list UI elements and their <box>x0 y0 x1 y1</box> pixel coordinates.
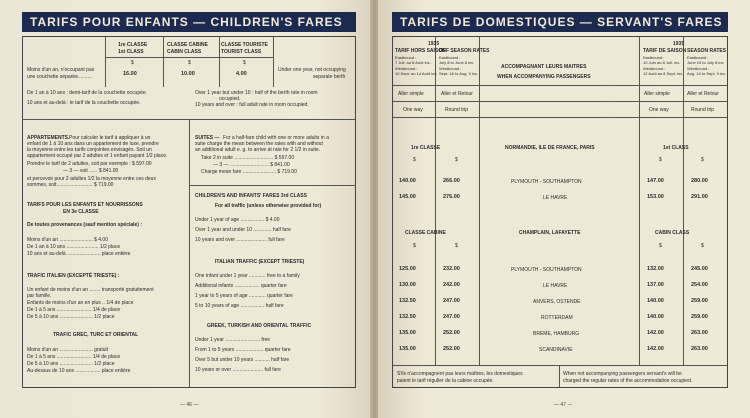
divider <box>559 365 560 387</box>
greek-line: Under 1 year ......................... free <box>195 337 271 343</box>
season-label-en: SEASON RATES <box>687 48 727 54</box>
season-one-way-value: 140.00 <box>647 314 664 320</box>
nourrissons-subtitle: De toutes provenances (sauf mention spéciale) : <box>27 222 143 228</box>
divider <box>393 101 727 102</box>
accompany-en: WHEN ACCOMPANYING PASSENGERS <box>497 74 591 80</box>
date-note: 10 Juin au 8 Juil. inc. <box>643 60 681 65</box>
children-3rd-subtitle: For all traffic (unless otherwise provided for) <box>215 203 322 209</box>
dollar-sign: $ <box>455 157 458 163</box>
italian-line: One infant under 1 year ............ free to a family <box>195 273 300 279</box>
one-way-value: 140.00 <box>399 178 416 184</box>
season-round-trip-value: 254.00 <box>691 282 708 288</box>
italian-title: ITALIAN TRAFFIC (EXCEPT TRIESTE) <box>215 259 305 265</box>
route-name: LE HAVRE <box>543 283 568 289</box>
season-round-trip-value: 259.00 <box>691 298 708 304</box>
appartements-line: Prendre le tarif de 2 adultes, soit par exemple : $ 597.00 <box>27 161 152 167</box>
children-3rd-line: Over 1 year and under 10 ............. half fare <box>195 227 291 233</box>
appartements-line: enfant de 1 à 10 ans dans un appartement de luxe, prendre <box>27 141 159 147</box>
dollar-sign: $ <box>243 60 246 66</box>
children-3rd-title: CHILDREN'S AND INFANTS' FARES 3rd CLASS <box>195 193 307 199</box>
round-trip-label: Round trip <box>445 107 469 113</box>
date-note: 7 Juil. au 8 Août inc. <box>395 60 431 65</box>
date-note: Westbound : <box>439 66 462 71</box>
one-way-label: One way <box>649 107 669 113</box>
year-label: 1935 <box>673 41 685 47</box>
aller-simple-label: Aller simple <box>644 91 670 97</box>
dollar-sign: $ <box>413 157 416 163</box>
divider <box>219 37 220 87</box>
date-note: Westbound : <box>687 66 710 71</box>
italien-line: De 5 à 10 ans ........................ 1/2 place <box>27 314 115 320</box>
italian-line: 1 year to 5 years of age ............ quarter fare <box>195 293 293 299</box>
first-class-label-en: 1st CLASS <box>118 49 144 55</box>
date-note: Eastbound : <box>395 55 417 60</box>
infant-text-en: separate berth <box>313 74 346 80</box>
season-one-way-value: 142.00 <box>647 346 664 352</box>
divider <box>163 37 164 87</box>
divider <box>393 85 727 86</box>
season-one-way-value: 137.00 <box>647 282 664 288</box>
over10-text-en: 10 years and over : full adult rate in room occupied. <box>195 102 309 108</box>
italian-line: Additional infants .................. quarter fare <box>195 283 287 289</box>
italien-line: Un enfant de moins d'un an ........ transporté gratuitement <box>27 287 154 293</box>
tourist-class-label-en: TOURIST CLASS <box>221 49 262 55</box>
appartements-line: — 3 — soit ...... $ 841.00 <box>63 168 119 174</box>
first-class-label: 1re CLASSE <box>411 145 441 151</box>
divider <box>393 365 727 366</box>
champlain-ships-label: CHAMPLAIN, LAFAYETTE <box>519 230 581 236</box>
suites-line: suite charge the mean between the rates with and without <box>195 141 323 147</box>
dollar-sign: $ <box>188 60 191 66</box>
route-name: SCANDINAVIE <box>539 347 573 353</box>
divider <box>190 185 356 186</box>
first-class-label-en: 1st CLASS <box>663 145 689 151</box>
dollar-sign: $ <box>659 157 662 163</box>
normandie-ships-label: NORMANDIE, ILE DE FRANCE, PARIS <box>505 145 595 151</box>
aller-retour-label: Aller et Retour <box>441 91 473 97</box>
center-divider <box>189 119 190 387</box>
childrens-fares-banner: TARIFS POUR ENFANTS — CHILDREN'S FARES <box>22 12 356 32</box>
divider <box>435 37 436 365</box>
nourrissons-title: EN 3e CLASSE <box>63 209 99 215</box>
one-way-value: 145.00 <box>399 194 416 200</box>
infant-text-en: Under one year, not occupying <box>278 67 346 73</box>
divider <box>273 37 274 87</box>
divider <box>105 37 106 87</box>
off-season-label-fr: TARIF HORS SAISON <box>395 48 446 54</box>
route-name: LE HAVRE <box>543 195 568 201</box>
round-trip-value: 232.00 <box>443 266 460 272</box>
page-number: — 46 — <box>180 402 199 408</box>
round-trip-value: 247.00 <box>443 314 460 320</box>
dollar-sign: $ <box>455 243 458 249</box>
route-name: ANVERS, OSTENDE <box>533 299 581 305</box>
season-one-way-value: 147.00 <box>647 178 664 184</box>
cabin-class-label-en: CABIN CLASS <box>655 230 690 236</box>
greek-title: GREEK, TURKISH AND ORIENTAL TRAFFIC <box>207 323 312 329</box>
season-round-trip-value: 291.00 <box>691 194 708 200</box>
dollar-sign: $ <box>659 243 662 249</box>
date-note: July 8 to June 8 inc. <box>439 60 475 65</box>
children-3rd-line: 10 years and over ...................... full fare <box>195 237 285 243</box>
date-note: Eastbound : <box>643 55 665 60</box>
date-note: Sept. 16 to Aug. 9 inc. <box>439 71 479 76</box>
left-page <box>0 0 372 418</box>
one-way-value: 130.00 <box>399 282 416 288</box>
route-name: ROTTERDAM <box>541 315 573 321</box>
appartements-line: sommes, soit.......................... $ 719.00 <box>27 182 114 188</box>
age-1-10-text: De 1 an à 10 ans : demi-tarif de la couchette occupée. <box>27 90 148 96</box>
date-note: June 10 to July 8 inc. <box>687 60 725 65</box>
suites-line: For a half-fare child with one or more adults in a <box>223 135 329 141</box>
infant-tourist-value: 4.00 <box>236 71 247 77</box>
date-note: 10 Sept. au 14 Août inc. <box>395 71 438 76</box>
children-3rd-line: Under 1 year of age ................. $ 4.00 <box>195 217 280 223</box>
one-way-value: 132.50 <box>399 298 416 304</box>
aller-retour-label: Aller et Retour <box>687 91 719 97</box>
dollar-sign: $ <box>701 243 704 249</box>
off-season-label-en: OFF SEASON RATES <box>439 48 490 54</box>
season-one-way-value: 142.00 <box>647 330 664 336</box>
year-label: 1935 <box>428 41 440 47</box>
route-name: PLYMOUTH - SOUTHAMPTON <box>511 179 582 185</box>
italien-line: Enfants de moins d'un an en plus .. 1/4 de place <box>27 300 134 306</box>
season-label-fr: TARIF DE SAISON <box>643 48 687 54</box>
date-note: Eastbound : <box>687 55 709 60</box>
appartements-line: et percevoir pour 2 adultes 1/2 la moyenne entre ces deux <box>27 176 156 182</box>
suites-line: Charge mean fare ........................ $ 719.00 <box>201 169 297 175</box>
infant-text: une couchette séparée.......... <box>27 74 92 80</box>
one-way-value: 135.00 <box>399 346 416 352</box>
aller-simple-label: Aller simple <box>398 91 424 97</box>
suites-line: Take 2 in suite ............................ $ 597.00 <box>201 155 295 161</box>
round-trip-label: Round trip <box>691 107 715 113</box>
round-trip-value: 252.00 <box>443 346 460 352</box>
route-name: BREME, HAMBURG <box>533 331 580 337</box>
note-fr: paient le tarif régulier de la cabine occupée. <box>397 378 494 384</box>
season-round-trip-value: 263.00 <box>691 346 708 352</box>
season-round-trip-value: 245.00 <box>691 266 708 272</box>
date-note: Westbound : <box>395 66 418 71</box>
servants-fares-banner: TARIFS DE DOMESTIQUES — SERVANT'S FARES <box>392 12 728 32</box>
infant-first-value: 16.00 <box>123 71 137 77</box>
route-name: PLYMOUTH - SOUTHAMPTON <box>511 267 582 273</box>
page-number: — 47 — <box>554 402 573 408</box>
dollar-sign: $ <box>413 243 416 249</box>
divider <box>105 57 273 58</box>
season-one-way-value: 140.00 <box>647 298 664 304</box>
appartements-line: Pour calculer le tarif à appliquer à un <box>69 135 151 141</box>
one-way-value: 135.00 <box>399 330 416 336</box>
divider <box>393 117 727 118</box>
nourrissons-line: Moins d'un an ........................ $ 4.00 <box>27 237 108 243</box>
appartements-title: APPARTEMENTS. <box>27 135 70 141</box>
one-way-label: One way <box>403 107 423 113</box>
infant-text: Moins d'un an, n'occupant pas <box>27 67 95 73</box>
cabin-class-label: CLASSE CABINE <box>167 42 208 48</box>
season-round-trip-value: 280.00 <box>691 178 708 184</box>
note-en: When not accompanying passengers servant's will be <box>563 371 682 377</box>
tourist-class-label: CLASSE TOURISTE <box>221 42 268 48</box>
grec-line: Moins d'un an ........................ gratuit <box>27 347 108 353</box>
right-page <box>378 0 750 418</box>
date-note: Westbound : <box>643 66 666 71</box>
round-trip-value: 242.00 <box>443 282 460 288</box>
one-way-value: 132.50 <box>399 314 416 320</box>
appartements-line: la moyenne entre les tarifs conjointes envisagés. Soit un <box>27 147 152 153</box>
cabin-class-label: CLASSE CABINE <box>405 230 446 236</box>
one-way-value: 125.00 <box>399 266 416 272</box>
greek-line: Over 5 but under 10 years ........... half fare <box>195 357 290 363</box>
over1-text-en: Over 1 year but under 10 : half of the berth rate in room <box>195 90 318 96</box>
grec-title: TRAFIC GREC, TURC ET ORIENTAL <box>53 332 139 338</box>
infant-cabin-value: 10.00 <box>181 71 195 77</box>
appartements-line: appartement occupé par 2 adultes et 1 enfant payant 1/2 place. <box>27 153 168 159</box>
date-note: Aug. 10 to Sept. 9 inc. <box>687 71 727 76</box>
italian-line: 5 to 10 years of age ................. half fare <box>195 303 284 309</box>
nourrissons-line: De 1 an à 10 ans ....................... 1/2 place <box>27 244 121 250</box>
suites-line: — 3 — ............................ $ 841.00 <box>213 162 290 168</box>
season-one-way-value: 153.00 <box>647 194 664 200</box>
italien-line: par famille. <box>27 293 52 299</box>
divider <box>683 37 684 365</box>
round-trip-value: 247.00 <box>443 298 460 304</box>
date-note: 12 Août au 8 Sept. inc. <box>643 71 684 76</box>
nourrissons-line: 10 ans et au-delà ........................ place entière <box>27 251 131 257</box>
greek-line: From 1 to 5 years .................... quarter fare <box>195 347 291 353</box>
note-en: charged the regular rates of the accommodation occupied. <box>563 378 693 384</box>
round-trip-value: 252.00 <box>443 330 460 336</box>
round-trip-value: 266.00 <box>443 178 460 184</box>
season-one-way-value: 132.00 <box>647 266 664 272</box>
date-note: Eastbound : <box>439 55 461 60</box>
over1-text-en: occupied. <box>219 96 241 102</box>
divider <box>479 37 480 365</box>
divider <box>639 37 640 365</box>
round-trip-value: 276.00 <box>443 194 460 200</box>
dollar-sign: $ <box>131 60 134 66</box>
grec-line: Au-dessus de 10 ans .................. place entière <box>27 368 131 374</box>
greek-line: 10 years or over ...................... full fare <box>195 367 281 373</box>
suites-title: SUITES — <box>195 135 220 141</box>
italien-line: De 1 à 5 ans ......................... 1/4 de place <box>27 307 121 313</box>
age-10-text: 10 ans et au-delà : le tarif de la couchette occupée. <box>27 100 141 106</box>
dollar-sign: $ <box>701 157 704 163</box>
childrens-fares-frame <box>22 36 356 388</box>
nourrissons-title: TARIFS POUR LES ENFANTS ET NOURRISSONS <box>27 202 143 208</box>
season-round-trip-value: 259.00 <box>691 314 708 320</box>
servants-fares-frame <box>392 36 728 388</box>
grec-line: De 1 à 5 ans ......................... 1/4 de place <box>27 354 121 360</box>
grec-line: De 5 à 10 ans ........................ 1/2 place <box>27 361 115 367</box>
season-round-trip-value: 263.00 <box>691 330 708 336</box>
accompany-fr: ACCOMPAGNANT LEURS MAITRES <box>501 64 587 70</box>
suites-line: an additional adult e. g. to arrive at rate for 2 1/2 in suite. <box>195 147 321 153</box>
first-class-label: 1re CLASSE <box>118 42 148 48</box>
cabin-class-label-en: CABIN CLASS <box>167 49 202 55</box>
italien-title: TRAFIC ITALIEN (EXCEPTÉ TRIESTE) : <box>27 273 120 279</box>
note-fr: S'ils n'accompagnent pas leurs maîtres, les domestiques <box>397 371 523 377</box>
